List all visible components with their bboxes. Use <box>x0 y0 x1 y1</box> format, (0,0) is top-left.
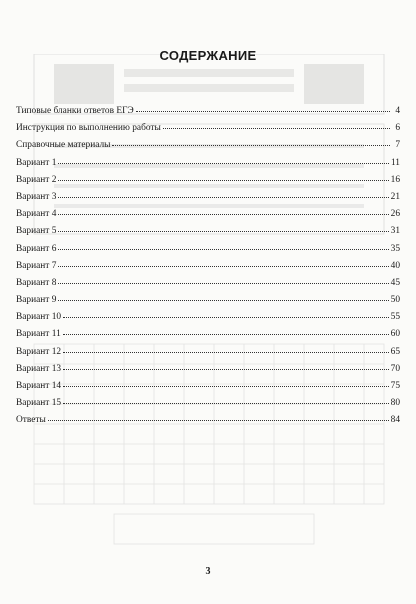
dot-leader <box>63 352 389 353</box>
toc-entry-page: 11 <box>390 157 400 168</box>
toc-entry-label: Вариант 10 <box>16 312 62 323</box>
toc-entry-label: Вариант 13 <box>16 363 62 374</box>
toc-entry-page: 6 <box>395 123 400 134</box>
toc-entry <box>16 361 400 378</box>
toc-entry-label: Вариант 2 <box>16 174 57 185</box>
toc-entry-label: Вариант 12 <box>16 346 62 357</box>
dot-leader <box>58 163 389 164</box>
dot-leader <box>58 283 388 284</box>
dot-leader <box>63 317 389 318</box>
toc-entry <box>16 378 400 395</box>
toc-entry-label: Вариант 11 <box>16 329 61 340</box>
toc-entry <box>16 309 400 326</box>
toc-entry-page: 60 <box>390 329 400 340</box>
dot-leader <box>58 214 388 215</box>
toc-entry <box>16 223 400 240</box>
toc-entry <box>16 206 400 223</box>
dot-leader <box>58 249 388 250</box>
dot-leader <box>63 369 389 370</box>
toc-entry <box>16 241 400 258</box>
toc-entry-label: Вариант 8 <box>16 277 57 288</box>
toc-entry <box>16 120 400 137</box>
toc-entry <box>16 258 400 275</box>
toc-entry <box>16 155 400 172</box>
dot-leader <box>163 128 390 129</box>
toc-entry-page: 55 <box>390 312 400 323</box>
dot-leader <box>58 300 388 301</box>
toc-entry-page: 21 <box>390 191 400 202</box>
dot-leader <box>58 180 388 181</box>
toc-entry <box>16 189 400 206</box>
toc-entry-page: 80 <box>390 398 400 409</box>
toc-entry-label: Справочные материалы <box>16 140 111 151</box>
page-number: 3 <box>205 566 211 577</box>
toc-entry-page: 65 <box>390 346 400 357</box>
toc-entry-label: Инструкция по выполнению работы <box>16 123 161 134</box>
toc-entry-page: 16 <box>390 174 400 185</box>
dot-leader <box>63 386 389 387</box>
toc-entry-label: Вариант 15 <box>16 398 62 409</box>
toc-entry <box>16 326 400 343</box>
page-title: СОДЕРЖАНИЕ <box>159 48 257 63</box>
toc-entry <box>16 275 400 292</box>
toc-entry <box>16 412 400 429</box>
dot-leader <box>136 111 390 112</box>
dot-leader <box>63 403 389 404</box>
toc-entry <box>16 395 400 412</box>
toc-entry-label: Вариант 9 <box>16 295 57 306</box>
toc-entry-page: 26 <box>390 209 400 220</box>
toc-entry <box>16 172 400 189</box>
table-of-contents <box>16 103 400 430</box>
toc-entry-label: Вариант 6 <box>16 243 57 254</box>
toc-entry-label: Вариант 3 <box>16 191 57 202</box>
toc-entry-label: Типовые бланки ответов ЕГЭ <box>16 106 134 116</box>
dot-leader <box>112 145 390 146</box>
toc-entry-label: Вариант 5 <box>16 226 57 237</box>
toc-entry-label: Вариант 1 <box>16 157 57 168</box>
dot-leader <box>58 197 388 198</box>
toc-entry-label: Ответы <box>16 415 46 426</box>
toc-entry-page: 75 <box>390 381 400 391</box>
toc-entry-page: 50 <box>390 295 400 306</box>
dot-leader <box>63 334 389 335</box>
toc-entry-page: 7 <box>395 140 400 151</box>
toc-entry-label: Вариант 4 <box>16 209 57 220</box>
toc-entry-page: 35 <box>390 243 400 254</box>
toc-entry-label: Вариант 14 <box>16 381 62 391</box>
toc-entry-page: 4 <box>395 106 400 116</box>
toc-entry-page: 40 <box>390 260 400 271</box>
toc-entry-page: 31 <box>390 226 400 237</box>
dot-leader <box>58 266 388 267</box>
dot-leader <box>48 420 389 421</box>
dot-leader <box>58 231 388 232</box>
toc-entry-label: Вариант 7 <box>16 260 57 271</box>
toc-entry <box>16 103 400 120</box>
toc-entry-page: 70 <box>390 363 400 374</box>
toc-entry <box>16 344 400 361</box>
toc-entry-page: 84 <box>390 415 400 426</box>
toc-entry-page: 45 <box>390 277 400 288</box>
toc-entry <box>16 137 400 154</box>
toc-entry <box>16 292 400 309</box>
